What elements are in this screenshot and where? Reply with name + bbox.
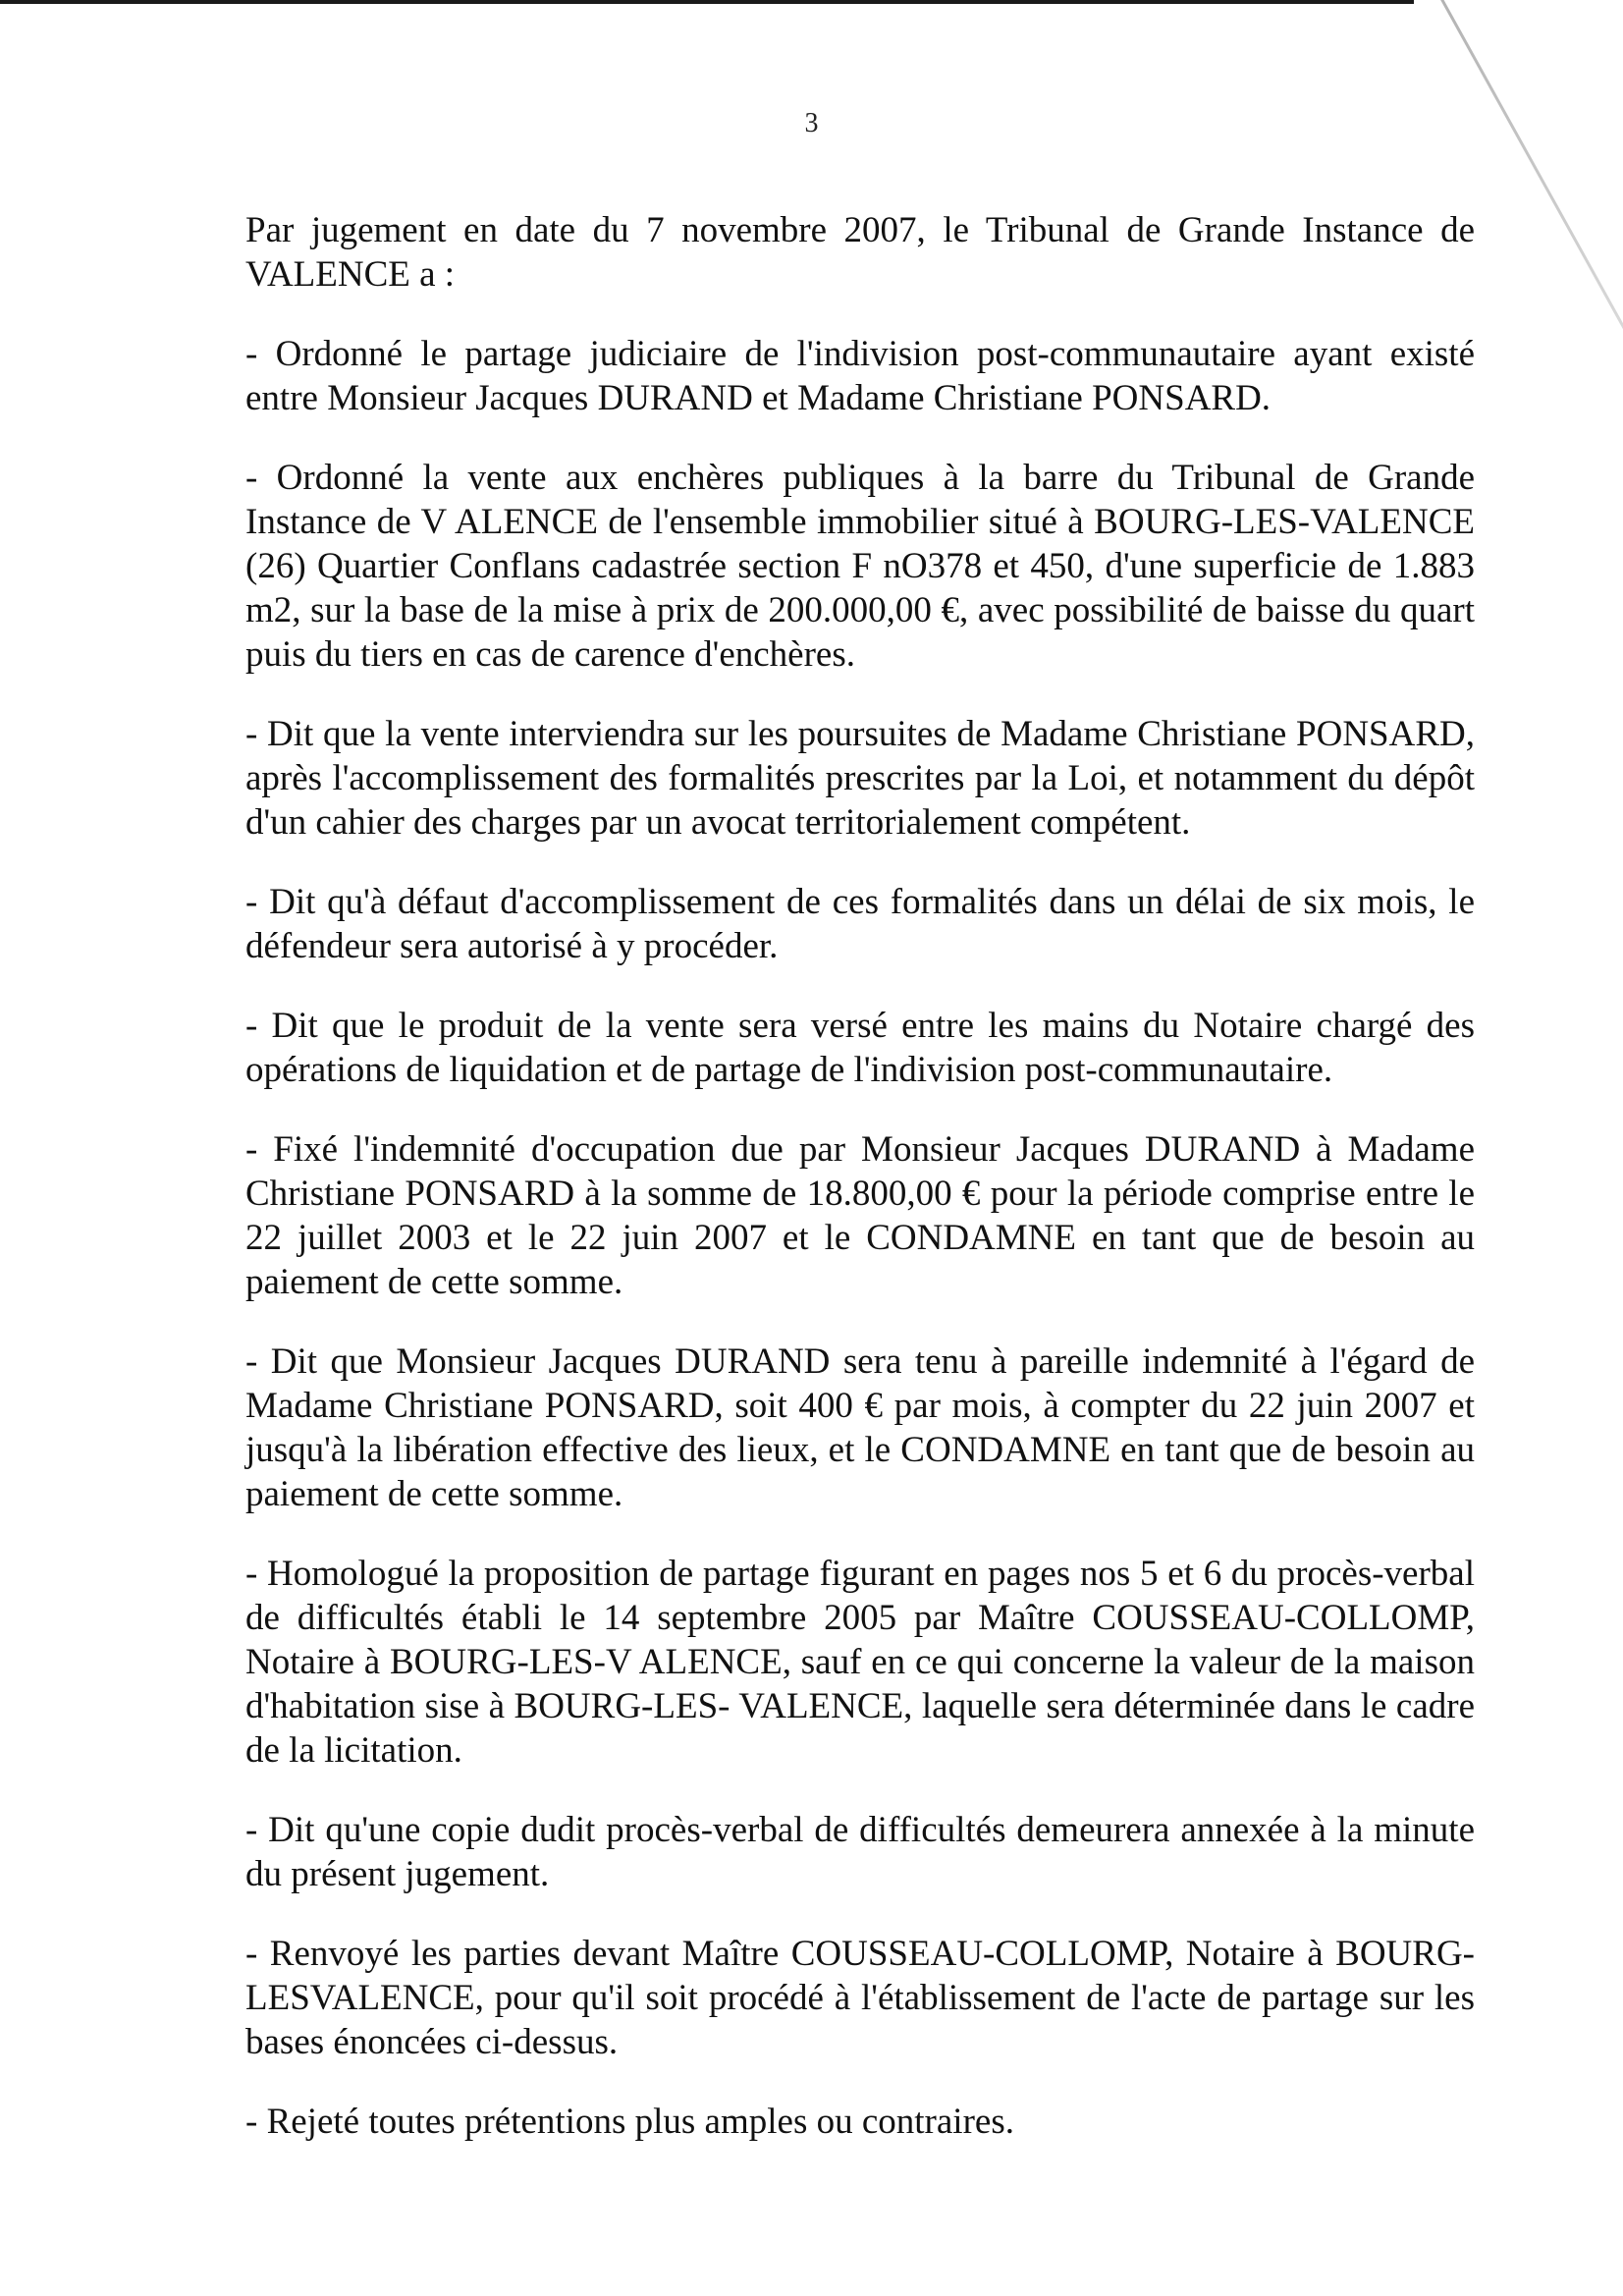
paragraph-partage-judiciaire: - Ordonné le partage judiciaire de l'indivision post-communautaire ayant existé entre Monsieur Jacques DURAND et Madame Christiane PONSARD. — [245, 334, 1475, 418]
paragraph-indemnite-occupation: - Fixé l'indemnité d'occupation due par Monsieur Jacques DURAND à Madame Christiane PONSARD à la somme de 18.800,00 € pour la période comprise entre le 22 juillet 2003 et le 22 juin 2007 et le CONDAMNE en tant que de besoin au paiement de cette somme. — [245, 1129, 1475, 1302]
document-body — [245, 208, 1475, 2144]
paragraph-produit-vente: - Dit que le produit de la vente sera versé entre les mains du Notaire chargé des opérations de liquidation et de partage de l'indivision post-communautaire. — [245, 1006, 1475, 1090]
paragraph-renvoi-notaire: - Renvoyé les parties devant Maître COUSSEAU-COLLOMP, Notaire à BOURG-LESVALENCE, pour qu'il soit procédé à l'établissement de l'acte de partage sur les bases énoncées ci-dessus. — [245, 1934, 1475, 2062]
scan-edge-top — [0, 0, 1414, 4]
paragraph-indemnite-mensuelle: - Dit que Monsieur Jacques DURAND sera tenu à pareille indemnité à l'égard de Madame Christiane PONSARD, soit 400 € par mois, à compter du 22 juin 2007 et jusqu'à la libération effective des lieux, et le CONDAMNE en tant que de besoin au paiement de cette somme. — [245, 1341, 1475, 1514]
paragraph-copie-annexee: - Dit qu'une copie dudit procès-verbal de difficultés demeurera annexée à la minute du présent jugement. — [245, 1810, 1475, 1894]
paragraph-vente-encheres: - Ordonné la vente aux enchères publiques à la barre du Tribunal de Grande Instance de V ALENCE de l'ensemble immobilier situé à BOURG-LES-VALENCE (26) Quartier Conflans cadastrée section F nO378 et 450, d'une superficie de 1.883 m2, sur la base de la mise à prix de 200.000,00 €, avec possibilité de baisse du quart puis du tiers en cas de carence d'enchères. — [245, 458, 1475, 675]
paragraph-rejet: - Rejeté toutes prétentions plus amples ou contraires. — [245, 2102, 1014, 2142]
page-number: 3 — [804, 108, 819, 138]
paragraph-poursuites: - Dit que la vente interviendra sur les poursuites de Madame Christiane PONSARD, après l'accomplissement des formalités prescrites par la Loi, et notamment du dépôt d'un cahier des charges par un avocat territorialement compétent. — [245, 714, 1475, 843]
paragraph-intro: Par jugement en date du 7 novembre 2007, le Tribunal de Grande Instance de VALENCE a : — [245, 210, 1475, 295]
paragraph-homologation: - Homologué la proposition de partage figurant en pages nos 5 et 6 du procès-verbal de difficultés établi le 14 septembre 2005 par Maître COUSSEAU-COLLOMP, Notaire à BOURG-LES-V ALENCE, sauf en ce qui concerne la valeur de la maison d'habitation sise à BOURG-LES- VALENCE, laquelle sera déterminée dans le cadre de la licitation. — [245, 1554, 1475, 1771]
paragraph-defaut-formalites: - Dit qu'à défaut d'accomplissement de ces formalités dans un délai de six mois, le défendeur sera autorisé à y procéder. — [245, 882, 1475, 966]
